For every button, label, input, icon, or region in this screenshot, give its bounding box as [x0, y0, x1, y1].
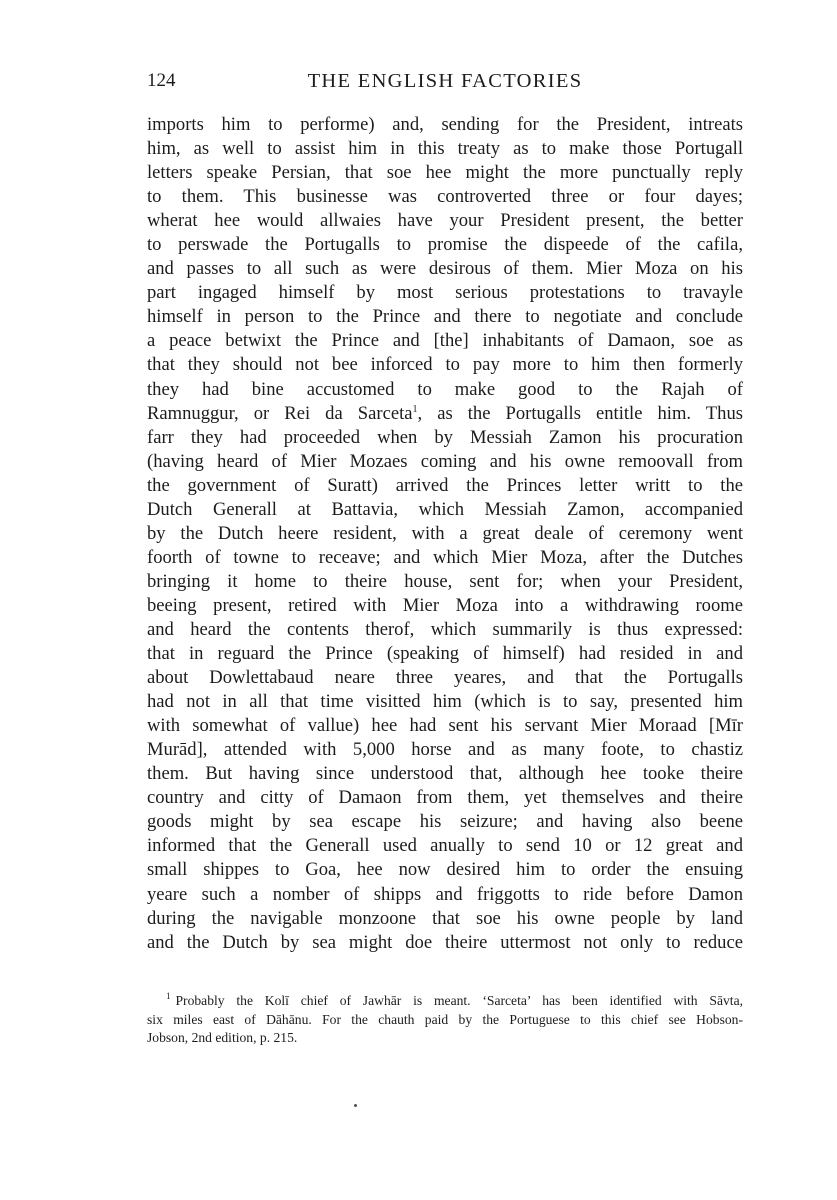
body-line: Dutch Generall at Battavia, which Messiah Zamon, accompanied [147, 498, 743, 520]
body-line: him, as well to assist him in this treaty as to make those Portugall [147, 138, 743, 160]
body-line: that they should not bee inforced to pay more to him then formerly [147, 354, 743, 376]
body-line-text: , as the Portugalls entitle him. Thus [417, 402, 743, 424]
footnote-line: Jobson, 2nd edition, p. 215. [147, 1030, 298, 1045]
footnote-marker: 1 [166, 991, 171, 1002]
scan-speck [354, 1104, 357, 1107]
body-line: with somewhat of vallue) hee had sent his servant Mier Moraad [Mīr [147, 715, 743, 737]
body-line: informed that the Generall used anually to send 10 or 12 great and [147, 835, 743, 857]
body-line: goods might by sea escape his seizure; and having also beene [147, 811, 743, 833]
footnote-reference: 1 [412, 403, 418, 415]
footnote-line: six miles east of Dāhānu. For the chauth paid by the Portuguese to this chief see Hobson- [147, 1011, 743, 1027]
body-line: and the Dutch by sea might doe theire uttermost not only to reduce [147, 931, 743, 953]
body-line: himself in person to the Prince and there to negotiate and conclude [147, 306, 743, 328]
body-line: yeare such a nomber of shipps and friggotts to ride before Damon [147, 883, 743, 905]
body-line: about Dowlettabaud neare three yeares, and that the Portugalls [147, 667, 743, 689]
body-line: country and citty of Damaon from them, yet themselves and theire [147, 787, 743, 809]
body-line: imports him to performe) and, sending for the President, intreats [147, 114, 743, 135]
page [147, 70, 743, 955]
footnote-line [147, 992, 743, 1011]
running-title: THE ENGLISH FACTORIES [307, 70, 583, 92]
body-line: farr they had proceeded when by Messiah Zamon his procuration [147, 426, 743, 448]
footnote-text: Probably the Kolī chief of Jawhār is meant. ‘Sarceta’ has been identified with Sāvta, [175, 993, 743, 1008]
body-line: part ingaged himself by most serious protestations to travayle [147, 282, 743, 304]
body-text [147, 113, 743, 955]
body-line: small shippes to Goa, hee now desired him to order the ensuing [147, 859, 743, 881]
body-line: during the navigable monzoone that soe his owne people by land [147, 907, 743, 929]
page-number: 124 [147, 70, 176, 91]
body-line: foorth of towne to receave; and which Mier Moza, after the Dutches [147, 546, 743, 568]
body-line-text: Ramnuggur, or Rei da Sarceta [147, 402, 413, 424]
body-line: bringing it home to theire house, sent for; when your President, [147, 570, 743, 592]
running-head [147, 70, 743, 102]
body-line: had not in all that time visitted him (which is to say, presented him [147, 691, 743, 713]
footnotes [147, 992, 743, 1048]
body-line: and heard the contents therof, which summarily is thus expressed: [147, 618, 743, 640]
body-line: a peace betwixt the Prince and [the] inhabitants of Damaon, soe as [147, 330, 743, 352]
body-line-with-footnote-ref [147, 402, 743, 426]
body-line: letters speake Persian, that soe hee might the more punctually reply [147, 162, 743, 184]
body-line: they had bine accustomed to make good to the Rajah of [147, 378, 743, 400]
body-line: them. But having since understood that, although hee tooke theire [147, 763, 743, 785]
body-line: beeing present, retired with Mier Moza into a withdrawing roome [147, 594, 743, 616]
body-line: wherat hee would allwaies have your President present, the better [147, 210, 743, 232]
body-line: (having heard of Mier Mozaes coming and his owne remoovall from [147, 450, 743, 472]
body-line: to them. This businesse was controverted three or four dayes; [147, 186, 743, 208]
body-line: by the Dutch heere resident, with a great deale of ceremony went [147, 522, 743, 544]
body-line: the government of Suratt) arrived the Princes letter writt to the [147, 474, 743, 496]
body-line: to perswade the Portugalls to promise the dispeede of the cafila, [147, 234, 743, 256]
body-line: that in reguard the Prince (speaking of himself) had resided in and [147, 643, 743, 665]
body-line: and passes to all such as were desirous of them. Mier Moza on his [147, 258, 743, 280]
body-line: Murād], attended with 5,000 horse and as many foote, to chastiz [147, 739, 743, 761]
